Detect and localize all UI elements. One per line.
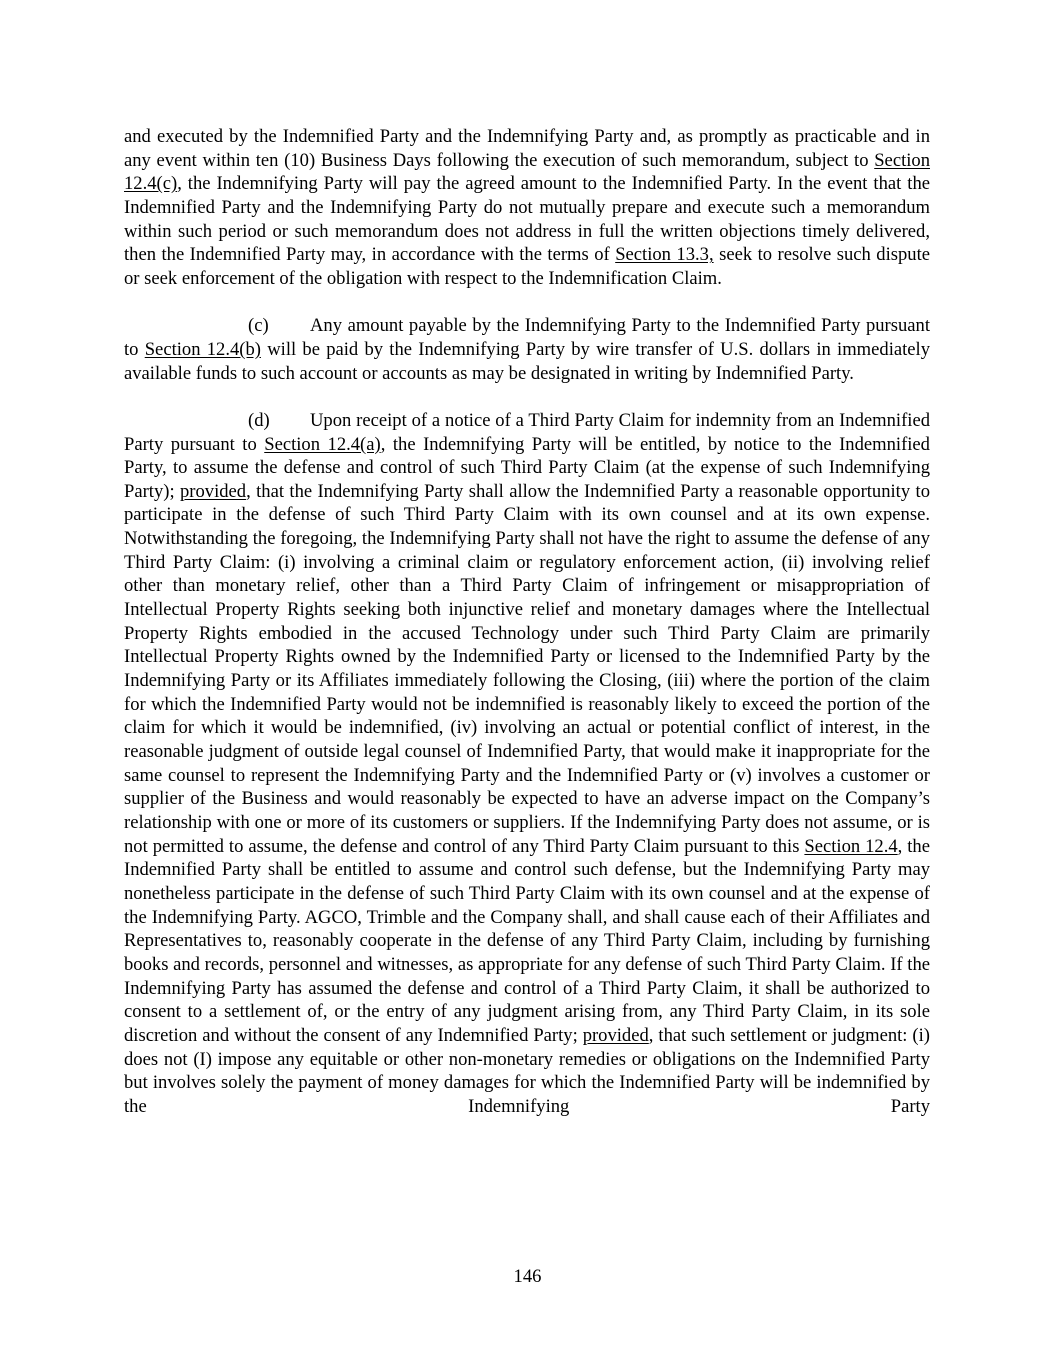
paragraph-b-continuation (124, 125, 930, 291)
section-reference: Section 12.4(c) (124, 149, 930, 195)
section-reference: Section 13.3, (615, 244, 714, 266)
page-number: 146 (513, 1266, 542, 1287)
paragraph-label: (d) (248, 409, 270, 431)
text-run: , the Indemnifying Party will be entitled, by notice to the Indemnified Party, to assume the defense and control of such Third Party Claim (at the expense of such Indemnifying Party); (124, 433, 930, 502)
paragraph-d (124, 409, 930, 1119)
text-run: Any amount payable by the Indemnifying Party to the Indemnified Party pursuant to (124, 315, 930, 360)
proviso-term: provided (582, 1024, 649, 1046)
text-run: seek to resolve such dispute or seek enforcement of the obligation with respect to the Indemnification Claim. (124, 244, 930, 289)
text-run: , the Indemnifying Party will pay the agreed amount to the Indemnified Party. In the event that the Indemnified Party and the Indemnifying Party do not mutually prepare and execute such a memorandum within such period or such memorandum does not address in full the written objections timely delivered, then the Indemnified Party may, in accordance with the terms of (124, 173, 930, 266)
proviso-term: provided (180, 480, 247, 502)
text-run: Upon receipt of a notice of a Third Party Claim for indemnity from an Indemnified Party pursuant to (124, 409, 930, 455)
section-reference: Section 12.4(b) (144, 338, 261, 360)
document-page (124, 125, 930, 1119)
text-run: will be paid by the Indemnifying Party by wire transfer of U.S. dollars in immediately available funds to such account or accounts as may be designated in writing by Indemnified Party. (124, 338, 930, 384)
text-run: , that such settlement or judgment: (i) does not (I) impose any equitable or other non-monetary remedies or obligations on the Indemnified Party but involves solely the payment of money damages for which the Indemnified Party will be indemnified by the Indemnifying Party (124, 1024, 930, 1117)
text-run: , that the Indemnifying Party shall allow the Indemnified Party a reasonable opportunity to participate in the defense of such Third Party Claim with its own counsel and at its own expense. Notwithstanding the foregoing, the Indemnifying Party shall not have the right to assume the defense of any Third Party Claim: (i) involving a criminal claim or regulatory enforcement action, (ii) involving relief other than monetary relief, other than a Third Party Claim of infringement or misappropriation of Intellectual Property Rights seeking both injunctive relief and monetary damages where the Intellectual Property Rights embodied in the accused Technology under such Third Party Claim are primarily Intellectual Property Rights owned by the Indemnified Party or licensed to the Indemnified Party by the Indemnifying Party or its Affiliates immediately following the Closing, (iii) where the portion of the claim for which the Indemnified Party would not be indemnified is reasonably likely to exceed the portion of the claim for which it would be indemnified, (iv) involving an actual or potential conflict of interest, in the reasonable judgment of outside legal counsel of Indemnified Party, that would make it inappropriate for the same counsel to represent the Indemnifying Party and the Indemnified Party or (v) involves a customer or supplier of the Business and would reasonably be expected to have an adverse impact on the Company’s relationship with one or more of its customers or suppliers. If the Indemnifying Party does not assume, or is not permitted to assume, the defense and control of any Third Party Claim pursuant to this (124, 480, 930, 857)
paragraph-label: (c) (248, 315, 269, 337)
text-run: , the Indemnified Party shall be entitled to assume and control such defense, but the Indemnifying Party may nonetheless participate in the defense of such Third Party Claim with its own counsel and at the expense of the Indemnifying Party. AGCO, Trimble and the Company shall, and shall cause each of their Affiliates and Representatives to, reasonably cooperate in the defense of any Third Party Claim, including by furnishing books and records, personnel and witnesses, as appropriate for any defense of such Third Party Claim. If the Indemnifying Party has assumed the defense and control of a Third Party Claim, it shall be authorized to consent to a settlement of, or the entry of any judgment arising from, any Third Party Claim, in its sole discretion and without the consent of any Indemnified Party; (124, 835, 930, 1046)
section-reference: Section 12.4(a) (264, 433, 381, 455)
section-reference: Section 12.4 (804, 835, 898, 857)
paragraph-c (124, 314, 930, 385)
text-run: and executed by the Indemnified Party and the Indemnifying Party and, as promptly as practicable and in any event within ten (10) Business Days following the execution of such memorandum, subject to (124, 126, 930, 171)
